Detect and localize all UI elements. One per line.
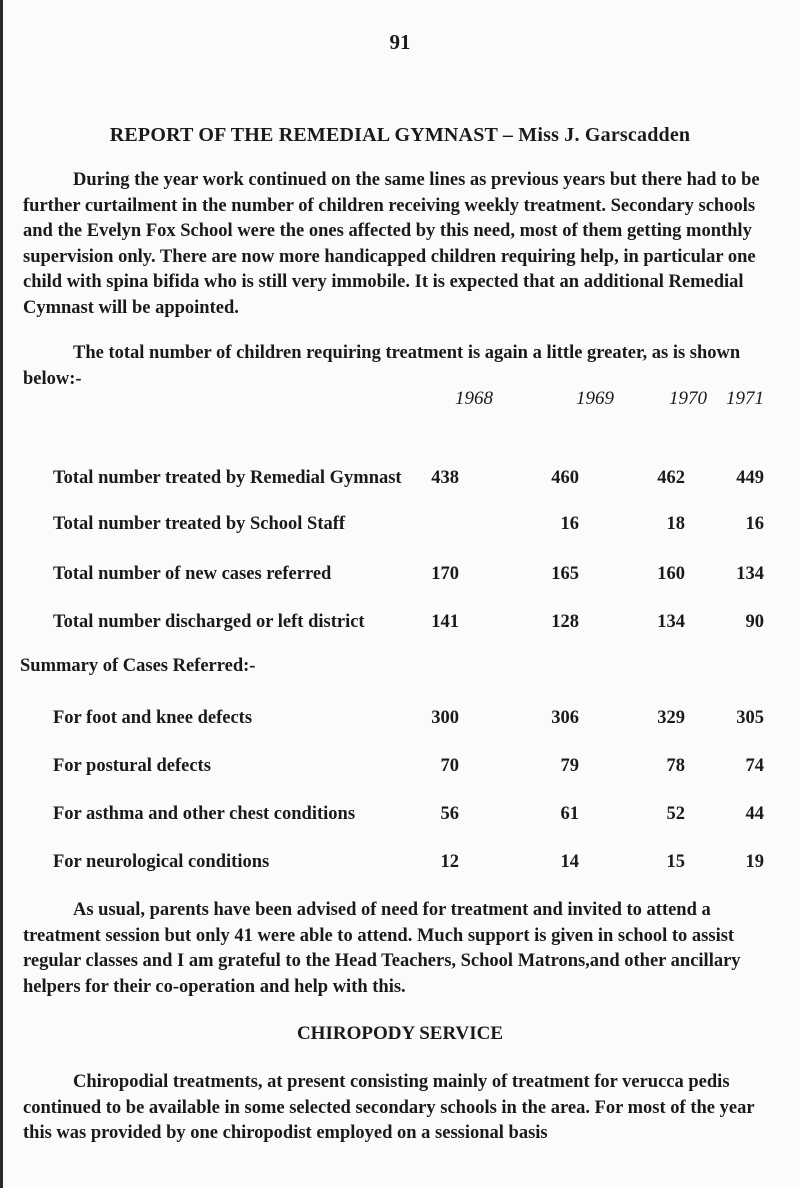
table-cell: 141	[431, 612, 459, 632]
table-cell: 160	[657, 564, 685, 584]
table-cell: 52	[666, 804, 685, 824]
row-label: For neurological conditions	[53, 852, 270, 872]
table-cell: 16	[560, 514, 579, 534]
table-cell: 305	[736, 708, 764, 728]
table-cell: 74	[745, 756, 764, 776]
table-cell: 90	[745, 612, 764, 632]
table-cell: 306	[551, 708, 579, 728]
table-cell: 128	[551, 612, 579, 632]
table-cell: 165	[551, 564, 579, 584]
table-cell: 134	[736, 564, 764, 584]
table-cell: 460	[551, 468, 579, 488]
table-cell: 79	[560, 756, 579, 776]
parents-paragraph: As usual, parents have been advised of need for treatment and invited to attend a treatment session but only 41 were able to attend. Much support is given in school to assist regular classes and I am grateful to the Head Teachers, School Matrons,and other ancillary helpers for their co-operation and help with this.	[23, 900, 741, 997]
row-label: For foot and knee defects	[53, 708, 253, 728]
page-number: 91	[389, 30, 411, 54]
table-cell: 449	[736, 468, 764, 488]
row-label: Total number of new cases referred	[53, 564, 332, 584]
report-title: REPORT OF THE REMEDIAL GYMNAST – Miss J. Garscadden	[109, 124, 691, 146]
table-cell: 134	[657, 612, 685, 632]
intro-paragraph: During the year work continued on the same lines as previous years but there had to be further curtailment in the number of children receiving weekly treatment. Secondary schools and the Evelyn Fox School were the ones affected by this need, most of them getting monthly supervision only. There are now more handicapped children requiring help, in particular one child with spina bifida who is still very immobile. It is expected that an additional Remedial Cymnast will be appointed.	[23, 170, 760, 318]
year-header: 1971	[726, 388, 764, 409]
table-intro-paragraph: The total number of children requiring treatment is again a little greater, as is shown below:-	[23, 343, 741, 389]
table-cell: 12	[440, 852, 459, 872]
table-cell: 15	[666, 852, 685, 872]
page-edge-shadow	[0, 0, 3, 1188]
table-cell: 61	[560, 804, 579, 824]
row-label: For asthma and other chest conditions	[53, 804, 356, 824]
table-cell: 438	[431, 468, 459, 488]
table-cell: 16	[745, 514, 764, 534]
summary-heading: Summary of Cases Referred:-	[20, 656, 256, 676]
row-label: Total number discharged or left district	[53, 612, 365, 632]
row-label: Total number treated by School Staff	[53, 514, 346, 534]
row-label: For postural defects	[53, 756, 211, 776]
table-cell: 44	[745, 804, 764, 824]
year-header: 1968	[455, 388, 493, 409]
table-cell: 78	[666, 756, 685, 776]
row-label: Total number treated by Remedial Gymnast	[53, 468, 402, 488]
table-cell: 70	[440, 756, 459, 776]
chiropody-paragraph: Chiropodial treatments, at present consisting mainly of treatment for verucca pedis continued to be available in some selected secondary schools in the area. For most of the year this was provided by one chiropodist employed on a sessional basis	[23, 1072, 755, 1144]
table-cell: 300	[431, 708, 459, 728]
table-cell: 170	[431, 564, 459, 584]
table-cell: 56	[440, 804, 459, 824]
table-cell: 329	[657, 708, 685, 728]
table-cell: 462	[657, 468, 685, 488]
table-cell: 19	[745, 852, 764, 872]
year-header: 1969	[576, 388, 614, 409]
year-header: 1970	[669, 388, 707, 409]
table-cell: 14	[560, 852, 579, 872]
chiropody-heading: CHIROPODY SERVICE	[296, 1023, 504, 1044]
table-cell: 18	[666, 514, 685, 534]
